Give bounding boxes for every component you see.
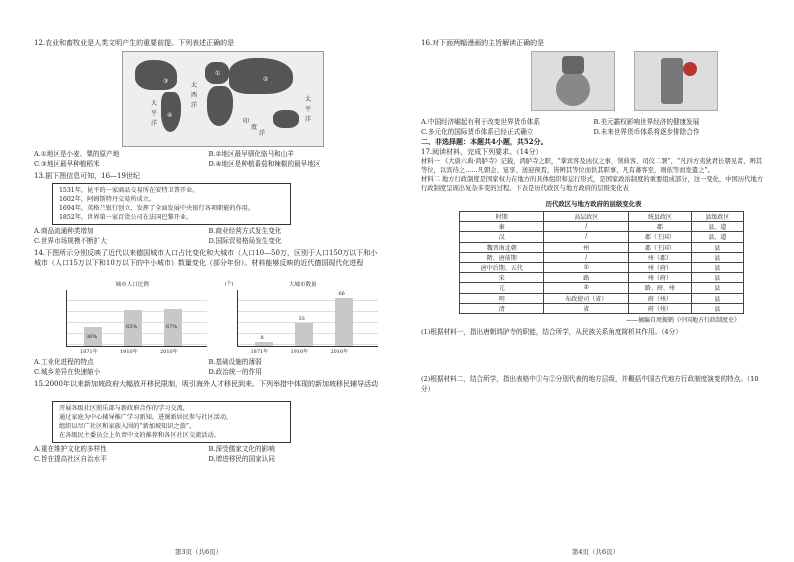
map-label: 太 [305,96,312,103]
table-cell: 清 [460,303,544,313]
material-line: 1602年，阿姆斯特丹交易所成立。 [59,196,156,203]
q15-options [34,445,383,464]
option-b[interactable]: B.商业经营方式发生变化 [208,227,282,235]
option-a[interactable]: A.商品流通种类增加 [34,227,94,235]
table-cell: 隋、唐前期 [460,252,544,262]
table-cell: 县 [691,293,743,303]
world-map [122,51,324,147]
q13-options [34,227,383,246]
option-d[interactable]: D.④地区是种植番茄和辣椒的最早地区 [208,159,321,168]
table-cell: 唐中后期、五代 [460,262,544,272]
table-header: 统县政区 [628,212,691,222]
option-d[interactable]: D.国际贸易格局发生变化 [208,236,282,245]
material-line: 组织以尽广社区和家族入围的“新加坡知识之旅”， [59,423,196,430]
table-header: 县级政区 [691,212,743,222]
table-cell: 路 [544,273,628,283]
option-c[interactable]: C.旨在提高社区自治水平 [34,454,107,463]
material-line: 通过家庭为中心辅导推广学习新知、进课新居民参与社区活动， [59,414,233,421]
option-b[interactable]: B.深受儒家文化的影响 [208,445,275,453]
bar-2010 [335,298,353,346]
table-header-row [460,212,744,222]
q17-sub1: (1)根据材料一，指出唐朝鸿胪寺的职能，结合所学，从民族关系角度简析其作用。（4分） [421,327,682,336]
material-line: 在各级民主委员会上负责中文的推荐和各区社区交流活动。 [59,432,220,439]
option-c[interactable]: C.③地区最早种植稻米 [34,159,100,168]
map-label: 洋 [191,102,198,109]
table-row [460,242,744,252]
bar-label: 65% [126,324,138,330]
table-cell: 元 [460,283,544,293]
q16-stem: 16.对下面两幅漫画的主旨解读正确的是 [421,39,545,47]
table-cell: 魏晋南北朝 [460,242,544,252]
table-cell: 府（州） [628,303,691,313]
q15-material-box [52,401,291,443]
table-cell: 县 [691,252,743,262]
table-row [460,293,744,303]
chart-title: 城市人口比例 [115,282,149,288]
option-c[interactable]: C.世界市场规模不断扩大 [34,236,107,245]
option-b[interactable]: B.②地区最早驯化骆马和山羊 [208,150,294,158]
bar-label: 8 [260,335,264,341]
q17-material1: 材料一 《大唐六典·鸿胪寺》记载，鸿胪寺之职，“掌宾客及凶仪之事，领典客、司仪二署”，“凡四方夷狄君长朝见者，辨其等位，以宾待之……凡朝会、宴享、送迎预焉，皆辨其等位而供其职事，凡有蕃客至，则依等而发遣之”。 [421,158,763,174]
table-row [460,232,744,242]
table-cell: ① [544,262,628,272]
table-header: 高层政区 [544,212,628,222]
map-label: 大 [151,100,158,107]
material-line: 1852年，世界第一家百货公司在法国巴黎开业。 [59,214,193,221]
table-title: 历代政区与地方政府的层级变化表 [545,200,642,208]
table-row [460,273,744,283]
map-label: 西 [191,92,198,99]
q15-stem: 15.2000年以来新加坡政府大幅放开移民限制，吸引海外人才移民到来。下列举措中体现的新加坡移民辅导活动 [34,380,378,388]
table-cell: 州（府） [628,262,691,272]
table-cell: 县 [691,262,743,272]
bar-label: 33 [298,316,305,322]
option-a[interactable]: A.工业化进程的特点 [34,358,94,366]
page-footer: 第4页（共6页） [571,548,620,556]
q14-stem: 14.下图所示分别反映了近代以来德国城市人口占比变化和大城市（人口10—50万，区别于人口150万以下和小城市（人口15万以下和10万以下的中小城市）数量变化（部分年份）。材料能够反映的近代德国现代化进程 [34,249,378,267]
option-a[interactable]: A.重在维护文化的多样性 [34,445,107,453]
option-a[interactable]: A.①地区是小麦、粟的原产地 [34,150,120,158]
q17-stem: 17.阅读材料，完成下列要求。（14分） [421,148,543,156]
map-label: ④ [167,112,173,119]
table-source: ——摘编自周振鹤《中国地方行政制度史》 [625,316,740,324]
map-label: 平 [305,106,312,113]
q16-options [421,118,766,137]
table-cell: 秦 [460,222,544,232]
answer-space [421,337,766,375]
table-cell: ② [544,283,628,293]
map-label: 洋 [151,120,158,127]
chart-title: 大城市数量 [288,282,317,288]
chart-unit: (个) [224,281,234,287]
q14-charts [52,280,383,358]
q13-material-box [52,183,291,225]
table-cell: / [544,232,628,242]
bar-label: 36% [86,334,98,340]
bar-1871 [255,342,273,346]
q16-cartoons [531,51,766,115]
option-c[interactable]: C.多元化的国际货币体系已经正式确立 [421,127,534,136]
map-label: ③ [163,78,169,85]
table-header: 时期 [460,212,544,222]
map-label: 平 [151,110,158,117]
table-row [460,283,744,293]
urban-ratio-chart [52,280,213,358]
map-label: 印 [243,118,250,125]
map-label: 洋 [305,116,312,123]
table-cell: 县 [691,273,743,283]
table-cell: 汉 [460,232,544,242]
table-cell: 郡 [628,222,691,232]
option-d[interactable]: D.未来世界货币体系将逐步排除合作 [593,127,700,136]
table-cell: 县 [691,303,743,313]
table-row [460,222,744,232]
table-cell: 路、府、州 [628,283,691,293]
right-page [397,0,794,562]
big-city-chart [223,280,384,358]
option-b[interactable]: B.基础设施的薄弱 [208,358,262,366]
table-cell: 明 [460,293,544,303]
option-b[interactable]: B.美元霸权影响世界经济的健康发展 [593,118,700,126]
table-row [460,262,744,272]
q12-stem: 12.农业和畜牧业是人类文明产生的重要前提。下列表述正确的是 [34,39,235,47]
material-line: 开展各级社区照乐部与新政府合作的学习交流， [59,405,189,412]
table-cell: 省 [544,303,628,313]
material-line: 1531年，昆平的一家商品交易所在安特卫普开业。 [59,187,199,194]
table-cell: 县、道 [691,232,743,242]
page-footer: 第3页（共6页） [174,548,223,556]
section-heading: 二、非选择题：本题共4小题，共52分。 [421,137,548,146]
option-d[interactable]: D.增进移民的国家认同 [208,454,275,463]
table-cell: 宋 [460,273,544,283]
q14-options [34,358,383,377]
table-cell: 州 [544,242,628,252]
q17-material2: 材料二 地方行政制度是国家权力在地方的具体组织和运行形式，是国家政治制度的重要组成部分，这一变化，中国历代地方行政制度呈现出复杂多变的过程。下表是历代政区与地方政府的层级变化表 [421,176,764,192]
table-cell: / [544,252,628,262]
table-cell: 郡（王国） [628,232,691,242]
option-a[interactable]: A.中国经济崛起有利于改变世界货币体系 [421,118,540,126]
tick-label: 1910年 [290,349,309,355]
cartoon-globe [531,51,615,111]
tick-label: 1871年 [250,349,269,355]
table-cell: 州（府） [628,273,691,283]
tick-label: 1910年 [120,349,138,355]
bar-1910 [295,323,313,346]
q12-options [34,150,383,169]
table-cell: 布政使司（省） [544,293,628,303]
table-cell: 郡（王国） [628,242,691,252]
bar-label: 66 [338,291,345,297]
table-cell: 府（州） [628,293,691,303]
map-label: ① [215,70,221,77]
table-cell: 县 [691,283,743,293]
option-d[interactable]: D.政治统一的作用 [208,367,262,376]
material-line: 1694年，英格兰银行创立，发挥了全面发展中央银行各项职能的作用。 [59,205,255,212]
map-label: 大 [191,82,198,89]
q13-stem: 13.据下图信息可知，16—19世纪 [34,172,140,180]
q17-sub2: (2)根据材料二，结合所学，指出表格中①与②分别代表的地方层级，并概括中国古代地方行政制度演变的特点。（10分） [421,375,759,393]
table-cell: / [544,222,628,232]
table-row [460,303,744,313]
table-row [460,252,744,262]
map-label: 度 [251,124,258,131]
map-label: 洋 [259,130,266,137]
table-cell: 县 [691,242,743,252]
table-cell: 州（郡） [628,252,691,262]
map-label: ② [263,76,269,83]
tick-label: 2010年 [330,349,349,355]
tick-label: 2010年 [160,349,178,355]
table-cell: 县、道 [691,222,743,232]
bar-label: 67% [166,324,178,330]
cartoon-dollar [634,51,718,111]
region-table [459,211,744,314]
tick-label: 1871年 [80,349,98,355]
option-c[interactable]: C.城乡差异在快速缩小 [34,367,101,376]
